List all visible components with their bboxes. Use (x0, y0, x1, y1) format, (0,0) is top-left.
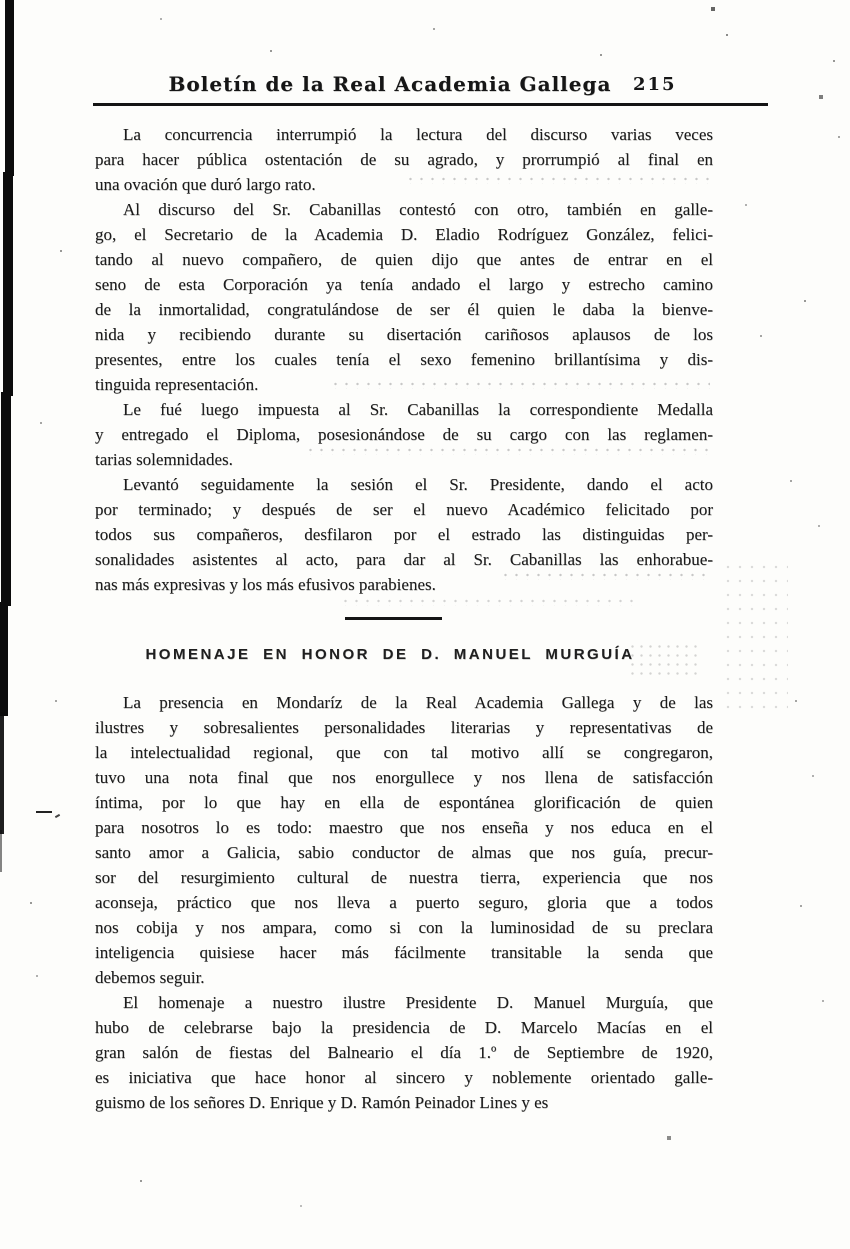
text-line: es iniciativa que hace honor al sincero y noblemente orientado galle- (95, 1068, 713, 1087)
text-line: la intelectualidad regional, que con tal motivo allí se congregaron, (95, 743, 713, 762)
text-line: sor del resurgimiento cultural de nuestra tierra, experiencia que nos (95, 868, 713, 887)
text-line: nida y recibiendo durante su disertación cariñosos aplausos de los (95, 325, 713, 344)
scan-binding-bar (0, 0, 20, 880)
text-line: debemos seguir. (95, 968, 205, 987)
header-rule (93, 103, 768, 106)
text-line: para hacer pública ostentación de su agrado, y prorrumpió al final en (95, 150, 713, 169)
binding-bar-segment (0, 830, 2, 872)
binding-bar-segment (5, 0, 14, 176)
text-line: y entregado el Diploma, posesionándose de su cargo con las reglamen- (95, 425, 713, 444)
binding-bar-segment (1, 392, 11, 606)
ink-bleed-artifact (340, 598, 640, 606)
section-divider (345, 617, 442, 620)
article-previous-text (95, 122, 713, 597)
binding-bar-segment (0, 602, 8, 716)
text-line: hubo de celebrarse bajo la presidencia de D. Marcelo Macías en el (95, 1018, 713, 1037)
journal-title: Boletín de la Real Academia Gallega (168, 72, 612, 96)
text-line: por terminado; y después de ser el nuevo Académico felicitado por (95, 500, 713, 519)
text-line: una ovación que duró largo rato. (95, 175, 316, 194)
text-line: guismo de los señores D. Enrique y D. Ramón Peinador Lines y es (95, 1093, 549, 1112)
binding-bar-segment (0, 712, 4, 834)
text-line: todos sus compañeros, desfilaron por el estrado las distinguidas per- (95, 525, 713, 544)
text-line: tando al nuevo compañero, de quien dijo que antes de entrar en el (95, 250, 713, 269)
page-header (95, 72, 685, 96)
text-line: go, el Secretario de la Academia D. Eladio Rodríguez González, felici- (95, 225, 713, 244)
section-heading: HOMENAJE EN HONOR DE D. MANUEL MURGUÍA (145, 646, 635, 663)
text-line: nas más expresivas y los más efusivos parabienes. (95, 575, 436, 594)
text-line: seno de esta Corporación ya tenía andado el largo y estrecho camino (95, 275, 713, 294)
text-line: nos cobija y nos ampara, como si con la luminosidad de su preclara (95, 918, 713, 937)
text-line: gran salón de fiestas del Balneario el día 1.º de Septiembre de 1920, (95, 1043, 713, 1062)
ink-bleed-artifact (330, 381, 710, 389)
ink-bleed-artifact (405, 176, 710, 184)
scan-noise (0, 0, 2, 2)
text-line: íntima, por lo que hay en ella de espontánea glorificación de quien (95, 793, 713, 812)
text-line: santo amor a Galicia, sabio conductor de almas que nos guía, precur- (95, 843, 713, 862)
paragraph (95, 690, 713, 990)
text-line: Al discurso del Sr. Cabanillas contestó con otro, también en galle- (123, 200, 713, 219)
article-homenaje-text (95, 690, 713, 1115)
text-line: Le fué luego impuesta al Sr. Cabanillas la correspondiente Medalla (123, 400, 713, 419)
text-line: La presencia en Mondaríz de la Real Academia Gallega y de las (123, 693, 713, 712)
ink-bleed-artifact (628, 642, 698, 676)
ink-bleed-artifact (722, 560, 788, 710)
text-line: inteligencia quisiese hacer más fácilmente transitable la senda que (95, 943, 713, 962)
text-line: Levantó seguidamente la sesión el Sr. Presidente, dando el acto (123, 475, 713, 494)
paragraph (95, 197, 713, 397)
text-line: El homenaje a nuestro ilustre Presidente D. Manuel Murguía, que (123, 993, 713, 1012)
margin-mark (36, 811, 52, 813)
text-line: tarias solemnidades. (95, 450, 233, 469)
text-line: ilustres y sobresalientes personalidades literarias y representativas de (95, 718, 713, 737)
text-line: sonalidades asistentes al acto, para dar al Sr. Cabanillas las enhorabue- (95, 550, 713, 569)
text-line: de la inmortalidad, congratulándose de ser él quien le daba la bienve- (95, 300, 713, 319)
ink-bleed-artifact (305, 447, 710, 455)
text-line: para nosotros lo es todo: maestro que nos enseña y nos educa en el (95, 818, 713, 837)
text-line: tuvo una nota final que nos enorgullece y nos llena de satisfacción (95, 768, 713, 787)
paragraph (95, 397, 713, 472)
text-line: aconseja, práctico que nos lleva a puerto seguro, gloria que a todos (95, 893, 713, 912)
binding-bar-segment (3, 172, 13, 396)
page-number: 215 (633, 74, 677, 95)
ink-bleed-artifact (500, 572, 710, 580)
text-line: La concurrencia interrumpió la lectura del discurso varias veces (123, 125, 713, 144)
paragraph (95, 122, 713, 197)
text-line: presentes, entre los cuales tenía el sexo femenino brillantísima y dis- (95, 350, 713, 369)
text-line: tinguida representación. (95, 375, 259, 394)
paragraph (95, 990, 713, 1115)
